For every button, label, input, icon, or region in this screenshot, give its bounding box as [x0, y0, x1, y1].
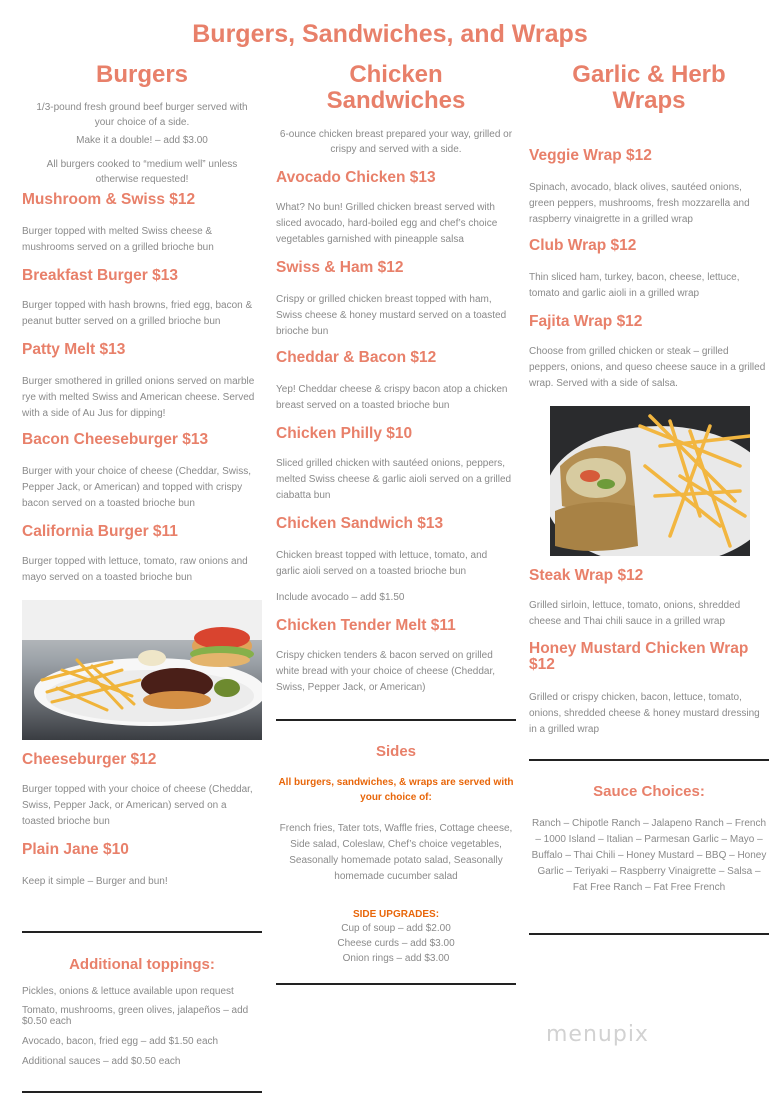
item-plain-jane-name: Plain Jane $10 [22, 841, 129, 858]
toppings-line: Additional sauces – add $0.50 each [22, 1056, 181, 1067]
item-chicken-sandwich-desc: Chicken breast topped with lettuce, tomato, and garlic aioli served on a toasted brioche bun [276, 550, 488, 577]
item-avocado-chicken-desc: What? No bun! Grilled chicken breast served with sliced avocado, hard-boiled egg and chef’s choice vegetables garnished with pineapple salsa [276, 202, 498, 245]
toppings-line: Avocado, bacon, fried egg – add $1.50 each [22, 1036, 219, 1047]
burgers-double-note: Make it a double! – add $3.00 [76, 135, 208, 146]
item-fajita-wrap-name: Fajita Wrap $12 [529, 313, 643, 330]
item-steak-wrap-name: Steak Wrap $12 [529, 567, 644, 584]
item-veggie-wrap-desc: Spinach, avocado, black olives, sautéed onions, green peppers, mushrooms, fresh mozzarella and raspberry vinaigrette in a grilled wrap [529, 182, 750, 225]
item-avocado-chicken-name: Avocado Chicken $13 [276, 169, 436, 186]
side-upgrade: Onion rings – add $3.00 [342, 953, 450, 964]
page-title: Burgers, Sandwiches, and Wraps [192, 20, 588, 48]
item-breakfast-burger-name: Breakfast Burger $13 [22, 267, 178, 284]
sauce-list: Ranch – Chipotle Ranch – Jalapeno Ranch – French – 1000 Island – Italian – Parmesan Garlic – Mayo – Buffalo – Thai Chili – Honey Mustard – BBQ – Honey Garlic – Teriyaki – Raspberry Vinaigrette – Salsa – Fat Free Ranch – Fat Free French [531, 818, 767, 893]
item-swiss-ham-name: Swiss & Ham $12 [276, 259, 404, 276]
item-swiss-ham-desc: Crispy or grilled chicken breast topped with ham, Swiss cheese & honey mustard served on a toasted brioche bun [276, 294, 507, 337]
toppings-line: Tomato, mushrooms, green olives, jalapeños – add $0.50 each [22, 1005, 249, 1027]
item-cheddar-bacon-name: Cheddar & Bacon $12 [276, 349, 437, 366]
item-club-wrap-name: Club Wrap $12 [529, 237, 637, 254]
side-upgrade: Cheese curds – add $3.00 [337, 938, 455, 949]
toppings-line: Pickles, onions & lettuce available upon request [22, 986, 234, 997]
item-chicken-sandwich-name: Chicken Sandwich $13 [276, 515, 444, 532]
item-plain-jane-desc: Keep it simple – Burger and bun! [22, 876, 168, 887]
divider [276, 719, 516, 721]
item-california-burger-name: California Burger $11 [22, 523, 178, 540]
chicken-title [276, 62, 516, 114]
item-chicken-sandwich-note: Include avocado – add $1.50 [276, 592, 405, 603]
item-breakfast-burger-desc: Burger topped with hash browns, fried egg, bacon & peanut butter served on a grilled brioche bun [22, 300, 253, 327]
item-bacon-cheeseburger-desc: Burger with your choice of cheese (Cheddar, Swiss, Pepper Jack, or American) and topped with crispy bacon served on a toasted brioche bun [22, 466, 251, 509]
item-mushroom-swiss-name: Mushroom & Swiss $12 [22, 191, 196, 208]
item-patty-melt-desc: Burger smothered in grilled onions served on marble rye with melted Swiss and American cheese. Served with a side of Au Jus for dipping! [22, 376, 255, 419]
item-veggie-wrap-name: Veggie Wrap $12 [529, 147, 652, 164]
divider [276, 983, 516, 985]
wraps-title [529, 62, 769, 114]
sauce-title: Sauce Choices: [593, 783, 705, 800]
item-honey-mustard-wrap-desc: Grilled or crispy chicken, bacon, lettuce, tomato, onions, shredded cheese & honey mustard dressing in a grilled wrap [529, 692, 760, 735]
sides-notice: All burgers, sandwiches, & wraps are served with your choice of: [278, 777, 514, 803]
divider [529, 933, 769, 935]
watermark-logo: menupix [546, 1022, 649, 1047]
item-chicken-tender-melt-desc: Crispy chicken tenders & bacon served on grilled white bread with your choice of cheese (Cheddar, Swiss, Pepper Jack, or American) [276, 650, 496, 693]
burgers-intro: 1/3-pound fresh ground beef burger served with your choice of a side. [36, 102, 248, 128]
item-patty-melt-name: Patty Melt $13 [22, 341, 126, 358]
item-fajita-wrap-desc: Choose from grilled chicken or steak – grilled peppers, onions, and queso cheese sauce in a grilled wrap. Served with a side of salsa. [529, 346, 766, 389]
chicken-title-line-2: Sandwiches [326, 87, 466, 114]
burgers-cook-note: All burgers cooked to “medium well” unless otherwise requested! [46, 159, 238, 185]
divider [22, 1091, 262, 1093]
item-mushroom-swiss-desc: Burger topped with melted Swiss cheese & mushrooms served on a grilled brioche bun [22, 226, 214, 253]
wraps-title-line-2: Wraps [612, 87, 686, 114]
item-chicken-philly-desc: Sliced grilled chicken with sautéed onions, peppers, melted Swiss cheese & garlic aioli served on a grilled ciabatta bun [276, 458, 512, 501]
wraps-title-line-1: Garlic & Herb [572, 61, 726, 88]
wrap-photo [550, 406, 750, 556]
item-steak-wrap-desc: Grilled sirloin, lettuce, tomato, onions, shredded cheese and Thai chili sauce in a grilled wrap [529, 600, 741, 627]
item-cheeseburger-desc: Burger topped with your choice of cheese (Cheddar, Swiss, Pepper Jack, or American) served on a toasted brioche bun [22, 784, 253, 827]
side-upgrade: Cup of soup – add $2.00 [341, 923, 451, 934]
item-bacon-cheeseburger-name: Bacon Cheeseburger $13 [22, 431, 209, 448]
burgers-title: Burgers [95, 61, 189, 88]
item-chicken-tender-melt-name: Chicken Tender Melt $11 [276, 617, 456, 634]
divider [22, 931, 262, 933]
item-honey-mustard-wrap-name: Honey Mustard Chicken Wrap $12 [529, 640, 749, 673]
side-upgrades-title: SIDE UPGRADES: [352, 909, 440, 920]
sides-list: French fries, Tater tots, Waffle fries, Cottage cheese, Side salad, Coleslaw, Chef’s choice vegetables, Seasonally homemade potato salad, Seasonally homemade cucumber salad [279, 823, 513, 882]
toppings-title: Additional toppings: [69, 956, 215, 973]
item-club-wrap-desc: Thin sliced ham, turkey, bacon, cheese, lettuce, tomato and garlic aioli in a grilled wrap [529, 272, 740, 299]
item-cheddar-bacon-desc: Yep! Cheddar cheese & crispy bacon atop a chicken breast served on a toasted brioche bun [276, 384, 508, 411]
item-california-burger-desc: Burger topped with lettuce, tomato, raw onions and mayo served on a toasted brioche bun [22, 556, 248, 583]
divider [529, 759, 769, 761]
burger-photo [22, 600, 262, 740]
chicken-intro: 6-ounce chicken breast prepared your way, grilled or crispy and served with a side. [279, 129, 513, 155]
sides-title: Sides [375, 743, 417, 760]
chicken-title-line-1: Chicken [349, 61, 443, 88]
item-cheeseburger-name: Cheeseburger $12 [22, 751, 157, 768]
item-chicken-philly-name: Chicken Philly $10 [276, 425, 413, 442]
